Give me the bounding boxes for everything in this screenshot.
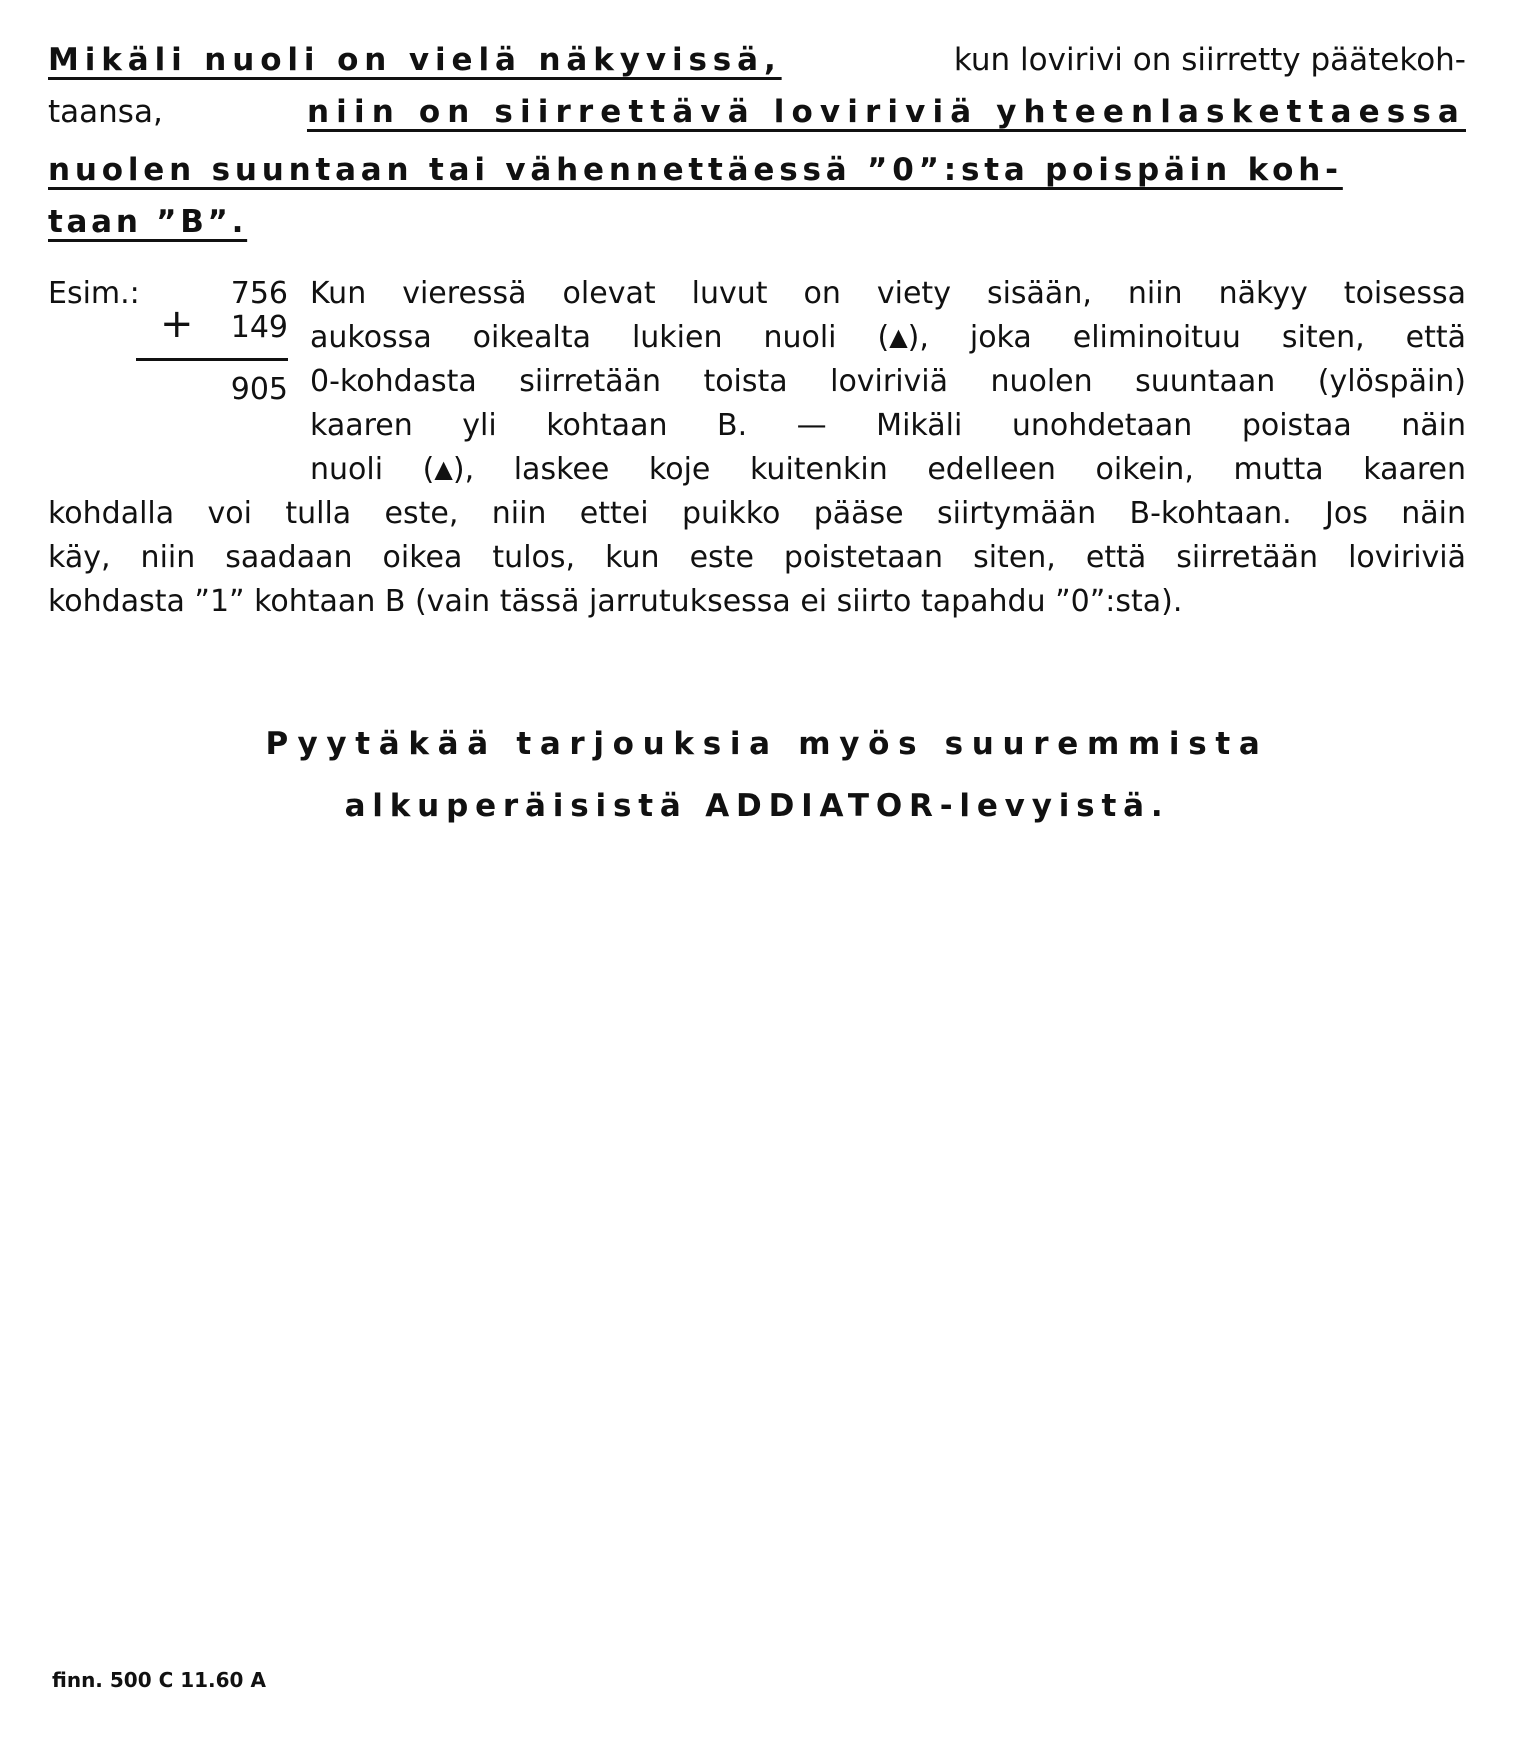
paragraph-line-4: kaaren yli kohtaan B. — Mikäli unohdetaan poistaa näin: [310, 408, 1466, 443]
heading-line-2: [48, 90, 1466, 134]
closing-line-1: Pyytäkää tarjouksia myös suuremmista: [265, 726, 1269, 762]
arrow-up-icon: ▲: [434, 455, 453, 483]
heading-emphasis: Mikäli nuoli on vielä näkyvissä,: [48, 42, 782, 78]
heading-normal-text: taansa,: [48, 94, 163, 130]
heading-line-4: [48, 200, 1466, 244]
heading-line-1: [48, 38, 1466, 82]
arrow-up-icon: ▲: [889, 323, 908, 351]
heading-emphasis: taan ”B”.: [48, 204, 248, 240]
heading-emphasis: nuolen suuntaan tai vähennettäessä ”0”:sta poispäin koh-: [48, 152, 1343, 188]
paragraph-line-5: [310, 448, 1466, 492]
paragraph-line-6: kohdalla voi tulla este, niin ettei puikko pääse siirtymään B-kohtaan. Jos näin: [48, 496, 1466, 531]
heading-emphasis: niin on siirrettävä loviriviä yhteenlaskettaessa: [306, 94, 1466, 130]
print-code: finn. 500 C 11.60 A: [52, 1668, 266, 1692]
example-addend-2: 149: [230, 310, 288, 345]
paragraph-text: nuoli (: [310, 452, 435, 487]
example-sum-rule: [136, 358, 288, 361]
closing-line-2: alkuperäisistä ADDIATOR-levyistä.: [344, 788, 1170, 824]
paragraph-line-2: [310, 316, 1466, 360]
paragraph-line-1: Kun vieressä olevat luvut on viety sisään, niin näkyy toisessa: [310, 276, 1466, 311]
example-result: 905: [230, 372, 288, 407]
example-addend-1: 756: [230, 276, 288, 311]
heading-line-3: [48, 148, 1466, 192]
paragraph-line-8: kohdasta ”1” kohtaan B (vain tässä jarrutuksessa ei siirto tapahdu ”0”:sta).: [48, 584, 1183, 619]
paragraph-line-3: 0-kohdasta siirretään toista loviriviä nuolen suuntaan (ylöspäin): [310, 364, 1466, 399]
example-calculation: [48, 272, 288, 412]
example-label: Esim.:: [48, 276, 140, 311]
example-plus-sign: +: [160, 301, 194, 347]
paragraph-line-7: käy, niin saadaan oikea tulos, kun este poistetaan siten, että siirretään loviriviä: [48, 540, 1466, 575]
paragraph-text: ), laskee koje kuitenkin edelleen oikein, mutta kaaren: [452, 452, 1467, 487]
paragraph-text: aukossa oikealta lukien nuoli (: [310, 320, 890, 355]
paragraph-text: ), joka eliminoituu siten, että: [907, 320, 1466, 355]
heading-normal-text: kun lovirivi on siirretty päätekoh-: [953, 42, 1466, 78]
